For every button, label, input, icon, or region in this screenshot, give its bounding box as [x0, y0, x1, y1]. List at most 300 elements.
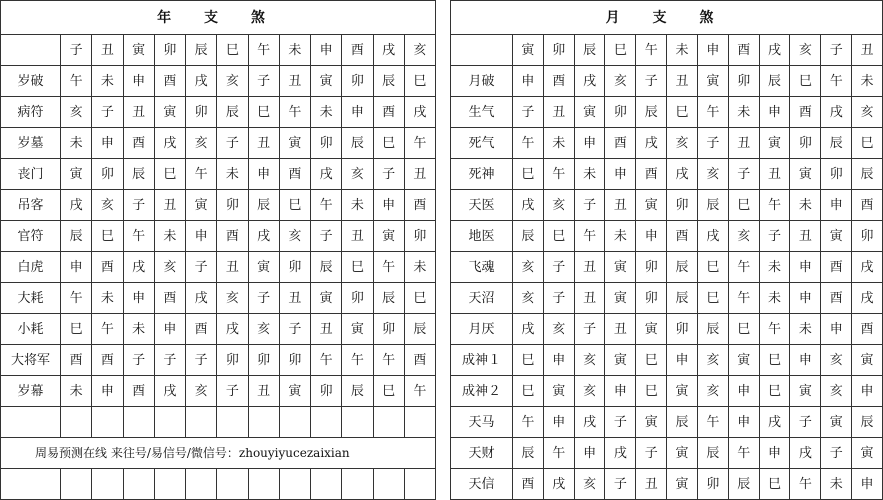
month-sha-cell: 戌 — [636, 128, 667, 159]
month-sha-cell: 未 — [821, 469, 852, 500]
year-sha-cell: 申 — [186, 221, 217, 252]
year-sha-cell: 未 — [404, 252, 435, 283]
month-sha-cell: 巳 — [513, 376, 544, 407]
year-sha-cell: 丑 — [279, 283, 310, 314]
month-sha-cell: 申 — [790, 283, 821, 314]
year-sha-cell: 辰 — [217, 97, 248, 128]
month-branch-sha-panel — [450, 0, 883, 500]
year-sha-header-cell: 巳 — [217, 35, 248, 66]
month-sha-cell: 丑 — [790, 221, 821, 252]
month-sha-cell: 子 — [543, 252, 574, 283]
month-sha-cell: 辰 — [852, 159, 883, 190]
year-sha-header-cell: 丑 — [92, 35, 123, 66]
year-sha-cell: 午 — [186, 159, 217, 190]
month-sha-cell: 卯 — [728, 66, 759, 97]
month-sha-cell: 卯 — [697, 469, 728, 500]
month-sha-cell: 戌 — [821, 97, 852, 128]
year-sha-empty-cell — [1, 407, 61, 438]
year-sha-row — [1, 283, 436, 314]
year-sha-cell: 丑 — [279, 66, 310, 97]
year-sha-empty-cell — [123, 407, 154, 438]
year-sha-empty-cell — [217, 407, 248, 438]
year-sha-cell: 子 — [373, 159, 404, 190]
year-sha-cell: 丑 — [217, 252, 248, 283]
month-sha-cell: 酉 — [821, 283, 852, 314]
month-sha-row — [451, 345, 883, 376]
year-sha-row-label: 小耗 — [1, 314, 61, 345]
month-sha-header-cell: 子 — [821, 35, 852, 66]
month-sha-cell: 申 — [852, 469, 883, 500]
year-sha-cell: 亥 — [154, 252, 185, 283]
year-sha-cell: 子 — [311, 221, 342, 252]
month-sha-cell: 丑 — [667, 66, 698, 97]
month-sha-cell: 丑 — [759, 159, 790, 190]
year-sha-cell: 戌 — [186, 283, 217, 314]
month-sha-cell: 辰 — [697, 438, 728, 469]
month-sha-cell: 辰 — [667, 283, 698, 314]
month-sha-cell: 申 — [513, 66, 544, 97]
month-sha-cell: 申 — [636, 221, 667, 252]
year-sha-cell: 子 — [217, 376, 248, 407]
month-sha-row-label: 成神２ — [451, 376, 513, 407]
year-sha-cell: 子 — [279, 314, 310, 345]
month-sha-cell: 申 — [759, 438, 790, 469]
year-sha-row — [1, 252, 436, 283]
year-sha-empty-row — [1, 407, 436, 438]
month-sha-cell: 亥 — [852, 97, 883, 128]
month-sha-cell: 戌 — [513, 190, 544, 221]
month-sha-cell: 申 — [605, 376, 636, 407]
month-sha-cell: 戌 — [852, 283, 883, 314]
month-sha-cell: 巳 — [759, 376, 790, 407]
month-sha-cell: 辰 — [513, 221, 544, 252]
month-sha-cell: 巳 — [697, 283, 728, 314]
month-sha-cell: 午 — [759, 190, 790, 221]
month-sha-row-label: 天财 — [451, 438, 513, 469]
year-sha-cell: 子 — [248, 283, 279, 314]
year-sha-cell: 辰 — [373, 66, 404, 97]
month-sha-cell: 卯 — [821, 159, 852, 190]
year-sha-cell: 丑 — [248, 376, 279, 407]
year-sha-cell: 申 — [373, 190, 404, 221]
month-sha-cell: 辰 — [636, 97, 667, 128]
month-sha-cell: 辰 — [697, 314, 728, 345]
month-sha-cell: 午 — [697, 97, 728, 128]
month-sha-cell: 子 — [790, 407, 821, 438]
year-sha-cell: 寅 — [311, 66, 342, 97]
month-sha-header-cell: 辰 — [574, 35, 605, 66]
year-sha-cell: 午 — [311, 345, 342, 376]
month-sha-cell: 寅 — [605, 345, 636, 376]
year-sha-cell: 亥 — [248, 314, 279, 345]
month-sha-cell: 巳 — [790, 66, 821, 97]
year-sha-cell: 辰 — [342, 376, 373, 407]
year-sha-cell: 子 — [92, 97, 123, 128]
year-sha-cell: 寅 — [373, 221, 404, 252]
month-sha-cell: 戌 — [513, 314, 544, 345]
month-sha-cell: 酉 — [852, 190, 883, 221]
year-sha-cell: 酉 — [373, 97, 404, 128]
year-sha-cell: 亥 — [186, 376, 217, 407]
year-sha-header-cell: 子 — [61, 35, 92, 66]
month-sha-cell: 申 — [728, 407, 759, 438]
month-sha-cell: 申 — [728, 376, 759, 407]
year-sha-row-label: 岁墓 — [1, 128, 61, 159]
year-sha-cell: 寅 — [61, 159, 92, 190]
month-sha-cell: 午 — [543, 438, 574, 469]
year-sha-cell: 卯 — [404, 221, 435, 252]
year-sha-empty-cell — [61, 469, 92, 500]
month-sha-cell: 巳 — [513, 345, 544, 376]
month-sha-cell: 午 — [759, 314, 790, 345]
month-sha-cell: 未 — [759, 252, 790, 283]
month-sha-cell: 子 — [636, 438, 667, 469]
month-sha-row-label: 死气 — [451, 128, 513, 159]
year-sha-cell: 辰 — [123, 159, 154, 190]
month-sha-header-cell: 卯 — [543, 35, 574, 66]
year-sha-header-cell: 寅 — [123, 35, 154, 66]
month-sha-cell: 酉 — [605, 128, 636, 159]
year-sha-cell: 酉 — [279, 159, 310, 190]
month-sha-header-cell: 酉 — [728, 35, 759, 66]
year-sha-cell: 丑 — [311, 314, 342, 345]
month-sha-cell: 子 — [574, 190, 605, 221]
month-sha-header-cell: 丑 — [852, 35, 883, 66]
month-sha-header-cell: 寅 — [513, 35, 544, 66]
year-sha-row — [1, 221, 436, 252]
month-sha-cell: 午 — [728, 252, 759, 283]
month-sha-row — [451, 128, 883, 159]
month-sha-cell: 子 — [759, 221, 790, 252]
month-sha-cell: 午 — [728, 438, 759, 469]
month-sha-cell: 申 — [667, 345, 698, 376]
year-sha-cell: 酉 — [123, 128, 154, 159]
year-sha-cell: 子 — [123, 345, 154, 376]
month-sha-cell: 亥 — [821, 345, 852, 376]
year-sha-cell: 亥 — [61, 97, 92, 128]
year-sha-cell: 亥 — [186, 128, 217, 159]
year-sha-cell: 卯 — [217, 190, 248, 221]
month-sha-cell: 巳 — [667, 97, 698, 128]
year-sha-cell: 卯 — [342, 66, 373, 97]
year-sha-cell: 寅 — [279, 376, 310, 407]
year-sha-empty-cell — [92, 469, 123, 500]
month-sha-header-row — [451, 35, 883, 66]
month-sha-row — [451, 407, 883, 438]
month-sha-cell: 巳 — [636, 376, 667, 407]
year-sha-cell: 卯 — [92, 159, 123, 190]
month-sha-cell: 辰 — [759, 66, 790, 97]
month-sha-cell: 未 — [790, 190, 821, 221]
year-sha-cell: 丑 — [154, 190, 185, 221]
year-sha-empty-cell — [123, 469, 154, 500]
year-sha-cell: 酉 — [92, 252, 123, 283]
year-sha-empty-cell — [373, 469, 404, 500]
month-sha-cell: 亥 — [574, 376, 605, 407]
year-sha-cell: 巳 — [92, 221, 123, 252]
month-sha-cell: 戌 — [574, 407, 605, 438]
month-sha-cell: 丑 — [605, 190, 636, 221]
year-sha-cell: 未 — [342, 190, 373, 221]
month-sha-cell: 寅 — [852, 438, 883, 469]
year-sha-empty-cell — [61, 407, 92, 438]
month-sha-cell: 亥 — [513, 283, 544, 314]
year-branch-sha-panel — [0, 0, 436, 500]
year-sha-cell: 巳 — [373, 128, 404, 159]
year-sha-footer-row — [1, 438, 436, 469]
year-sha-row-label: 丧门 — [1, 159, 61, 190]
year-sha-cell: 午 — [279, 97, 310, 128]
month-sha-cell: 亥 — [697, 376, 728, 407]
year-sha-row-label: 官符 — [1, 221, 61, 252]
year-sha-cell: 辰 — [311, 252, 342, 283]
month-sha-row — [451, 97, 883, 128]
month-sha-row-label: 成神１ — [451, 345, 513, 376]
year-sha-cell: 戌 — [123, 252, 154, 283]
month-sha-cell: 寅 — [790, 159, 821, 190]
month-sha-row — [451, 376, 883, 407]
year-sha-cell: 卯 — [279, 345, 310, 376]
year-sha-empty-row — [1, 469, 436, 500]
month-sha-cell: 戌 — [574, 66, 605, 97]
month-sha-cell: 申 — [574, 438, 605, 469]
month-sha-cell: 申 — [821, 314, 852, 345]
year-sha-cell: 酉 — [404, 345, 435, 376]
year-sha-cell: 卯 — [311, 376, 342, 407]
year-sha-cell: 子 — [186, 345, 217, 376]
month-sha-cell: 亥 — [513, 252, 544, 283]
month-sha-cell: 午 — [513, 128, 544, 159]
month-sha-cell: 亥 — [543, 190, 574, 221]
year-sha-cell: 巳 — [404, 283, 435, 314]
month-sha-cell: 子 — [513, 97, 544, 128]
month-sha-cell: 辰 — [852, 407, 883, 438]
year-sha-cell: 巳 — [279, 190, 310, 221]
month-sha-cell: 亥 — [821, 376, 852, 407]
year-sha-empty-cell — [1, 469, 61, 500]
year-sha-empty-cell — [248, 407, 279, 438]
month-sha-cell: 未 — [574, 159, 605, 190]
year-sha-cell: 午 — [61, 283, 92, 314]
year-sha-cell: 戌 — [154, 376, 185, 407]
year-sha-row-label: 岁幕 — [1, 376, 61, 407]
month-sha-cell: 卯 — [852, 221, 883, 252]
month-sha-cell: 午 — [513, 407, 544, 438]
year-sha-header-cell: 未 — [279, 35, 310, 66]
month-sha-cell: 寅 — [667, 376, 698, 407]
year-sha-cell: 巳 — [61, 314, 92, 345]
month-sha-cell: 酉 — [821, 252, 852, 283]
month-sha-cell: 午 — [574, 221, 605, 252]
year-sha-row-label: 大耗 — [1, 283, 61, 314]
month-sha-cell: 巳 — [543, 221, 574, 252]
month-sha-row — [451, 221, 883, 252]
month-sha-cell: 巳 — [636, 345, 667, 376]
year-sha-row — [1, 159, 436, 190]
year-sha-cell: 酉 — [61, 345, 92, 376]
month-sha-cell: 寅 — [667, 469, 698, 500]
month-sha-cell: 寅 — [852, 345, 883, 376]
month-sha-row-label: 天马 — [451, 407, 513, 438]
month-sha-row-label: 天沼 — [451, 283, 513, 314]
month-sha-cell: 戌 — [697, 221, 728, 252]
year-sha-cell: 寅 — [154, 97, 185, 128]
year-sha-row — [1, 345, 436, 376]
month-sha-cell: 亥 — [697, 159, 728, 190]
year-sha-cell: 酉 — [186, 314, 217, 345]
year-sha-row-label: 病符 — [1, 97, 61, 128]
month-sha-row-label: 月厌 — [451, 314, 513, 345]
month-sha-cell: 寅 — [667, 438, 698, 469]
month-sha-cell: 寅 — [636, 407, 667, 438]
month-sha-row — [451, 159, 883, 190]
year-sha-cell: 未 — [311, 97, 342, 128]
year-sha-cell: 午 — [404, 128, 435, 159]
month-sha-cell: 寅 — [821, 407, 852, 438]
year-sha-row-label: 吊客 — [1, 190, 61, 221]
month-sha-cell: 寅 — [574, 97, 605, 128]
month-sha-cell: 寅 — [636, 314, 667, 345]
year-sha-empty-cell — [248, 469, 279, 500]
year-sha-cell: 午 — [404, 376, 435, 407]
month-sha-cell: 寅 — [605, 252, 636, 283]
year-sha-cell: 卯 — [279, 252, 310, 283]
year-sha-row-label: 白虎 — [1, 252, 61, 283]
year-sha-cell: 丑 — [123, 97, 154, 128]
month-sha-cell: 亥 — [728, 221, 759, 252]
year-sha-cell: 子 — [123, 190, 154, 221]
month-sha-cell: 亥 — [543, 314, 574, 345]
year-sha-cell: 寅 — [186, 190, 217, 221]
month-sha-cell: 亥 — [605, 66, 636, 97]
month-sha-cell: 午 — [790, 469, 821, 500]
year-sha-header-cell: 卯 — [154, 35, 185, 66]
month-sha-cell: 辰 — [821, 128, 852, 159]
month-sha-cell: 卯 — [605, 97, 636, 128]
month-sha-cell: 巳 — [759, 345, 790, 376]
month-sha-cell: 申 — [759, 97, 790, 128]
year-sha-cell: 巳 — [154, 159, 185, 190]
month-sha-cell: 酉 — [852, 314, 883, 345]
year-sha-cell: 未 — [154, 221, 185, 252]
month-sha-cell: 申 — [790, 345, 821, 376]
year-sha-row — [1, 190, 436, 221]
month-sha-cell: 午 — [543, 159, 574, 190]
year-sha-cell: 午 — [123, 221, 154, 252]
year-sha-cell: 亥 — [217, 283, 248, 314]
year-sha-header-row — [1, 35, 436, 66]
year-sha-cell: 卯 — [311, 128, 342, 159]
month-sha-cell: 申 — [605, 159, 636, 190]
month-sha-cell: 子 — [543, 283, 574, 314]
month-sha-cell: 未 — [759, 283, 790, 314]
month-sha-cell: 巳 — [852, 128, 883, 159]
year-sha-cell: 申 — [123, 283, 154, 314]
month-sha-cell: 子 — [697, 128, 728, 159]
month-sha-row — [451, 66, 883, 97]
year-sha-empty-cell — [311, 407, 342, 438]
year-sha-row — [1, 128, 436, 159]
month-sha-cell: 子 — [636, 66, 667, 97]
year-sha-cell: 戌 — [217, 314, 248, 345]
year-sha-cell: 申 — [154, 314, 185, 345]
year-sha-empty-cell — [279, 407, 310, 438]
year-sha-cell: 戌 — [248, 221, 279, 252]
month-branch-sha-title: 月 支 煞 — [451, 1, 883, 35]
year-sha-cell: 申 — [61, 252, 92, 283]
year-sha-cell: 午 — [311, 190, 342, 221]
year-sha-cell: 巳 — [248, 97, 279, 128]
year-sha-cell: 寅 — [311, 283, 342, 314]
month-sha-row-label: 天医 — [451, 190, 513, 221]
month-sha-cell: 寅 — [790, 376, 821, 407]
year-sha-row — [1, 66, 436, 97]
month-sha-cell: 午 — [728, 283, 759, 314]
year-sha-cell: 巳 — [342, 252, 373, 283]
month-sha-row — [451, 469, 883, 500]
month-sha-cell: 子 — [728, 159, 759, 190]
year-sha-cell: 子 — [248, 66, 279, 97]
month-sha-cell: 未 — [543, 128, 574, 159]
month-sha-header-cell: 巳 — [605, 35, 636, 66]
month-sha-cell: 辰 — [513, 438, 544, 469]
month-sha-row-label: 地医 — [451, 221, 513, 252]
year-sha-row — [1, 314, 436, 345]
year-sha-cell: 寅 — [342, 314, 373, 345]
year-sha-row — [1, 97, 436, 128]
year-sha-header-cell: 亥 — [404, 35, 435, 66]
month-sha-cell: 子 — [821, 438, 852, 469]
month-sha-cell: 寅 — [543, 376, 574, 407]
month-sha-cell: 酉 — [667, 221, 698, 252]
month-sha-cell: 寅 — [821, 221, 852, 252]
month-sha-cell: 申 — [790, 252, 821, 283]
year-sha-empty-cell — [154, 469, 185, 500]
year-sha-cell: 辰 — [61, 221, 92, 252]
year-sha-cell: 酉 — [154, 283, 185, 314]
month-sha-cell: 寅 — [759, 128, 790, 159]
year-sha-cell: 未 — [123, 314, 154, 345]
year-sha-row-label: 岁破 — [1, 66, 61, 97]
month-sha-row-label: 生气 — [451, 97, 513, 128]
year-sha-cell: 未 — [217, 159, 248, 190]
year-sha-cell: 申 — [248, 159, 279, 190]
month-sha-row-label: 天信 — [451, 469, 513, 500]
month-sha-cell: 寅 — [605, 283, 636, 314]
year-sha-cell: 酉 — [404, 190, 435, 221]
year-sha-empty-cell — [186, 469, 217, 500]
year-sha-cell: 酉 — [217, 221, 248, 252]
month-sha-cell: 申 — [574, 128, 605, 159]
year-sha-empty-cell — [373, 407, 404, 438]
year-sha-header-cell: 申 — [311, 35, 342, 66]
year-sha-empty-cell — [342, 407, 373, 438]
month-sha-cell: 丑 — [574, 283, 605, 314]
year-sha-footer-note: 周易预测在线 来往号/易信号/微信号：zhouyiyucezaixian — [1, 438, 436, 469]
month-sha-cell: 丑 — [636, 469, 667, 500]
year-sha-cell: 寅 — [279, 128, 310, 159]
month-sha-cell: 戌 — [543, 469, 574, 500]
year-sha-empty-cell — [92, 407, 123, 438]
month-branch-sha-table — [450, 0, 883, 500]
month-sha-header-cell: 未 — [667, 35, 698, 66]
year-sha-cell: 午 — [373, 252, 404, 283]
year-sha-cell: 申 — [342, 97, 373, 128]
month-sha-cell: 丑 — [543, 97, 574, 128]
year-sha-header-cell: 酉 — [342, 35, 373, 66]
year-sha-cell: 卯 — [373, 314, 404, 345]
year-sha-empty-cell — [217, 469, 248, 500]
